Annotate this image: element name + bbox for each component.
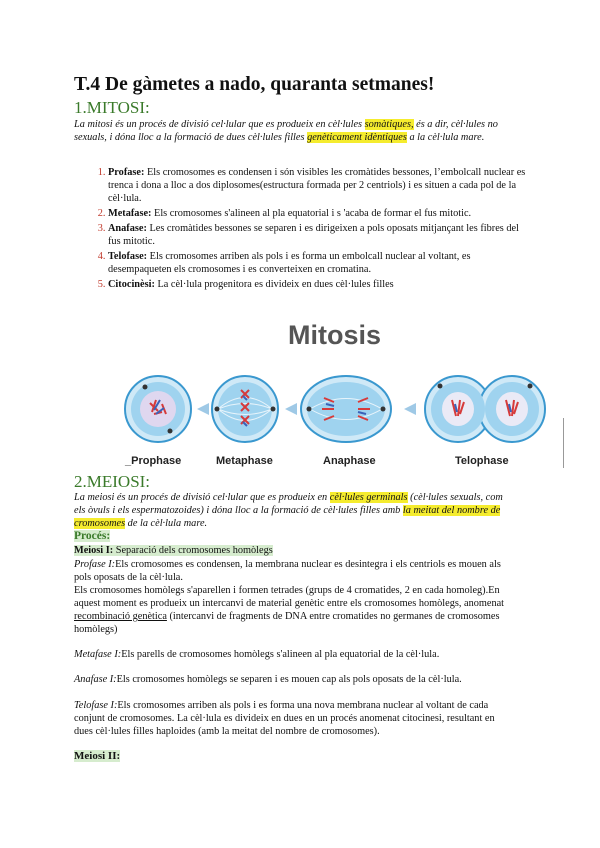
profase-I-label: Profase I: <box>74 559 116 570</box>
intro-text: La mitosi és un procés de divisió cel·lular que es produeix en cèl·lules <box>74 119 365 130</box>
meiosi1-label-rest: Separació dels cromosomes homòlegs <box>113 545 273 556</box>
mitosis-diagram <box>110 316 565 476</box>
intro-text: és a dir, cèl·lules no sexuals, i dóna lloc a la formació de dues cèl·lules filles <box>74 119 498 143</box>
mitosi-heading: 1.MITOSI: <box>74 98 150 117</box>
arrow-icon <box>285 403 297 415</box>
highlight-meitat: la meitat del nombre de cromosomes <box>74 505 501 529</box>
divider <box>563 418 564 468</box>
page-title: T.4 De gàmetes a nado, quaranta setmanes! <box>74 74 435 95</box>
arrow-icon <box>197 403 209 415</box>
anaphase-cell <box>301 376 391 442</box>
anafase-I-text: Els cromosomes homòlegs se separen i es mouen cap als pols oposats de la cèl·lula. <box>116 674 462 685</box>
intro-text: (cèl·lules sexuals, com els òvuls i els espermatozoides) i dóna lloc a la formació de cèl·lules filles amb <box>74 492 503 516</box>
mitosi-intro <box>74 118 512 144</box>
metaphase-cell <box>212 376 278 442</box>
mitosi-phase-list <box>88 166 528 293</box>
list-item <box>108 222 528 248</box>
list-item <box>108 250 528 276</box>
label-telophase: Telophase <box>455 455 509 467</box>
telophase-cells <box>425 376 545 442</box>
phase-name: Telofase: <box>108 251 148 262</box>
recombinacio-term: recombinació genètica <box>74 611 167 622</box>
telofase-I-paragraph <box>74 699 514 738</box>
intro-text: La meiosi és un procés de divisió cel·lular que es produeix en <box>74 492 330 503</box>
meiosi1-heading <box>74 545 273 556</box>
profase-I-text3: (intercanvi de fragments de DNA entre cromatides no germanes de cromosomes homòlegs) <box>74 611 500 635</box>
intro-text: a la cèl·lula mare. <box>406 132 485 143</box>
highlight-somatiques: somàtiques, <box>364 119 414 130</box>
metafase-I-paragraph <box>74 648 514 661</box>
label-anaphase: Anaphase <box>323 455 376 467</box>
metafase-I-text: Els parells de cromosomes homòlegs s'alineen al pla equatorial de la cèl·lula. <box>121 649 440 660</box>
phase-text: Les cromàtides bessones se separen i es dirigeixen a pols oposats mitjançant les fibres del fus mitotic. <box>108 223 519 247</box>
phase-text: La cèl·lula progenitora es divideix en dues cèl·lules filles <box>154 279 394 290</box>
intro-text: de la cèl·lula mare. <box>125 518 208 529</box>
telofase-I-text: Els cromosomes arriben als pols i es forma una nova membrana nuclear al voltant de cada conjunt de cromosomes. La cèl·lula es divideix en dues en un procés anomenat citocinesi, resultant en dues cèl·lules filles haploides (amb la meitat del nombre de cromosomes). <box>74 700 495 737</box>
list-item <box>108 207 528 220</box>
phase-name: Profase: <box>108 167 145 178</box>
figure-title: Mitosis <box>288 320 382 350</box>
meiosi2-heading: Meiosi II: <box>74 750 121 762</box>
anafase-I-label: Anafase I: <box>74 674 117 685</box>
prophase-cell <box>125 376 191 442</box>
phase-text: Els cromosomes es condensen i són visibles les cromàtides bessones, l’embolcall nuclear es trenca i dona a lloc a dos diplosomes(estructura formada per 2 centriols) i es situen a cada pol de la cèl·lula. <box>108 167 526 204</box>
phase-name: Anafase: <box>108 223 147 234</box>
profase-I-text: Els cromosomes es condensen, la membrana nuclear es desintegra i els centriols es mouen als pols oposats de la cèl·lula. <box>74 559 501 583</box>
meiosi-heading: 2.MEIOSI: <box>74 472 151 491</box>
phase-text: Els cromosomes s'alineen al pla equatorial i s 'acaba de formar el fus mitotic. <box>151 208 472 219</box>
meiosi1-label: Meiosi I: <box>74 545 114 556</box>
phase-text: Els cromosomes arriben als pols i es forma un embolcall nuclear al voltant, es desempaqueten els cromosomes i es converteixen en cromatina. <box>108 251 471 275</box>
profase-I-text2: Els cromosomes homòlegs s'aparellen i formen tetrades (grups de 4 cromatides, 2 en cada homoleg).En aquest moment es produeix un intercanvi de material genètic entre els cromosomes homòlegs, anomenat <box>74 585 505 609</box>
telofase-I-label: Telofase I: <box>74 700 118 711</box>
phase-name: Metafase: <box>108 208 152 219</box>
list-item <box>108 278 528 291</box>
arrow-icon <box>404 403 416 415</box>
label-metaphase: Metaphase <box>216 455 273 467</box>
metafase-I-label: Metafase I: <box>74 649 122 660</box>
phase-name: Citocinèsi: <box>108 279 155 290</box>
anafase-I-paragraph <box>74 673 514 686</box>
meiosi-intro <box>74 491 512 530</box>
profase-I-paragraph <box>74 558 514 636</box>
proces-label: Procés: <box>74 530 111 542</box>
list-item <box>108 166 528 205</box>
highlight-germinals: cèl·lules germinals <box>329 492 408 503</box>
label-prophase: _Prophase <box>125 455 182 467</box>
highlight-identiques: genèticament idèntiques <box>307 132 407 143</box>
